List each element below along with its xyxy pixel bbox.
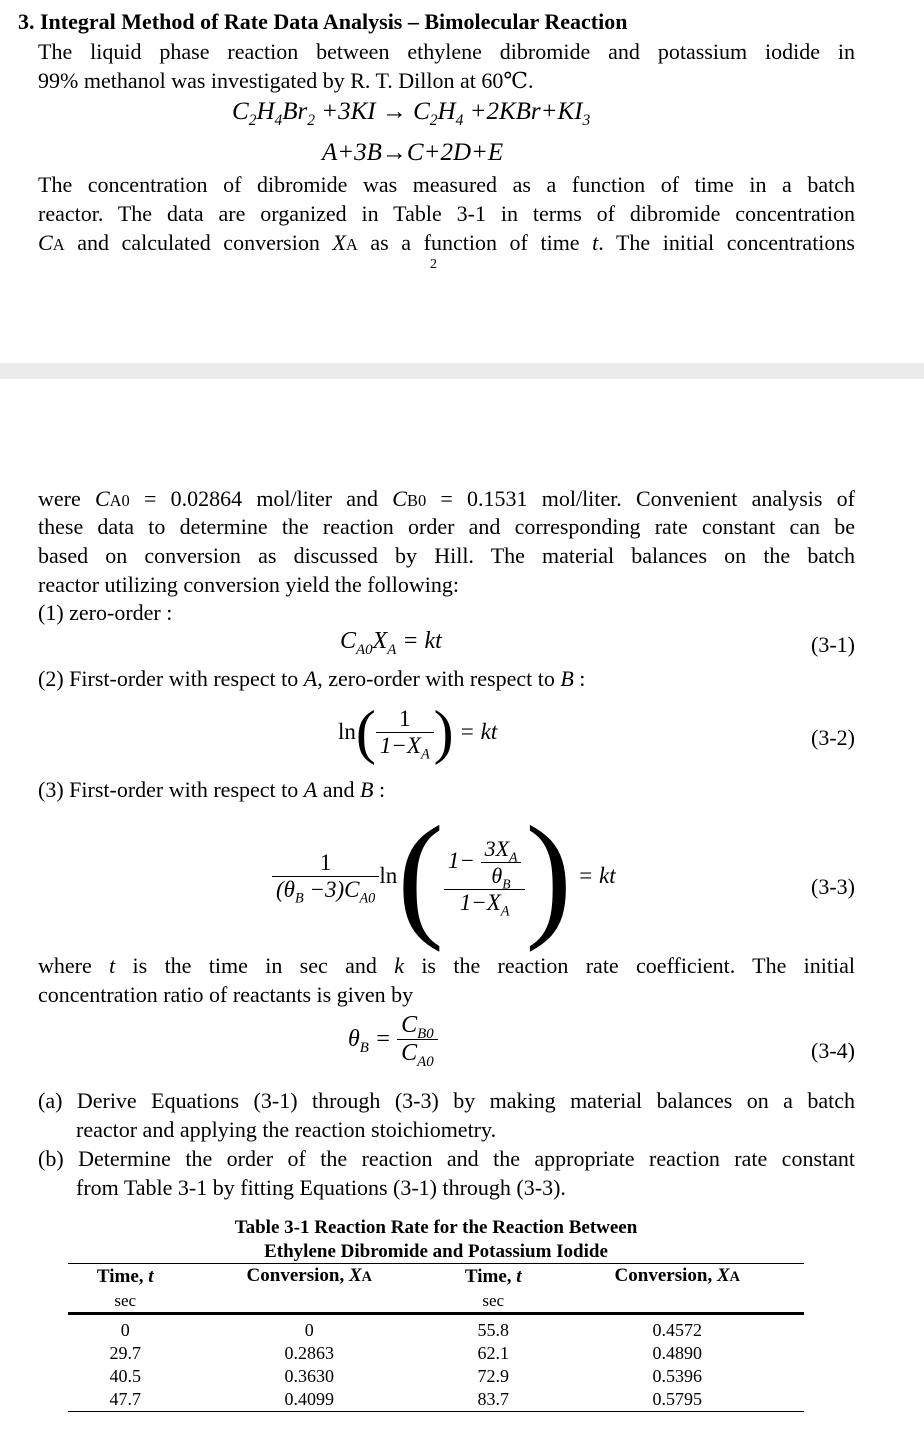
table-row — [68, 1314, 804, 1343]
table-caption: Table 3-1 Reaction Rate for the Reaction Between Ethylene Dibromide and Potassium Iodide — [234, 1217, 638, 1262]
para3-line4: reactor utilizing conversion yield the following: — [38, 572, 459, 597]
eq-number-3-3: (3-3) — [811, 874, 855, 899]
para2-line1: The concentration of dibromide was measured as a function of time in a batch — [38, 172, 855, 197]
question-b-line1: (b) Determine the order of the reaction and the appropriate reaction rate constant — [38, 1146, 855, 1171]
para2-line2: reactor. The data are organized in Table 3-1 in terms of dibromide concentration — [38, 201, 855, 226]
table-cell: 55.8 — [477, 1320, 509, 1340]
para3-line3: based on conversion as discussed by Hill. The material balances on the batch — [38, 543, 855, 568]
table-cell: 83.7 — [477, 1389, 509, 1409]
para2-line3: CA and calculated conversion XA as a function of time t. The initial concentrations — [38, 230, 855, 255]
table-unit — [551, 1289, 805, 1314]
table-row — [68, 1388, 804, 1412]
page-number: 2 — [430, 257, 437, 272]
table-cell: 0.3630 — [284, 1366, 334, 1386]
case3-label: (3) First-order with respect to A and B : — [38, 777, 386, 802]
table-unit: sec — [482, 1291, 505, 1310]
para1-line1: The liquid phase reaction between ethylene dibromide and potassium iodide in — [38, 39, 855, 64]
where-line1: where t is the time in sec and k is the reaction rate coefficient. The initial — [38, 953, 855, 978]
section-title: 3. Integral Method of Rate Data Analysis – Bimolecular Reaction — [18, 9, 628, 34]
data-table — [68, 1263, 804, 1412]
table-cell: 40.5 — [109, 1366, 141, 1386]
eq-number-3-4: (3-4) — [811, 1038, 855, 1063]
table-cell: 0 — [304, 1320, 314, 1340]
eq-number-3-1: (3-1) — [811, 632, 855, 657]
table-cell: 0.4890 — [652, 1343, 702, 1363]
table-cell: 0.4099 — [284, 1389, 334, 1409]
table-cell: 0 — [120, 1320, 130, 1340]
table-cell: 0.4572 — [652, 1320, 702, 1340]
equation-3-3: $\frac{1}{(\theta_B -3)C_{A0}}$ ln( 1− $\frac{3X_A}{\theta_B}$ $1-X_A$ ) = kt — [272, 806, 616, 946]
para1-line2: 99% methanol was investigated by R. T. Dillon at 60℃. — [38, 68, 534, 93]
where-line2: concentration ratio of reactants is given by — [38, 982, 414, 1007]
para3-line1: were CA0 = 0.02864 mol/liter and CB0 = 0.1531 mol/liter. Convenient analysis of — [38, 486, 856, 511]
equation-3-4: $\theta_B$ = $\frac{C_{B0}}{C_{A0}}$ — [348, 1012, 438, 1067]
table-header-conversion-2: Conversion, XA — [614, 1265, 740, 1286]
reaction-equation-chemical: $C_2H_4Br_2 +3KI \to C_2H_4 +2KBr+KI_3$ — [232, 98, 591, 129]
table-header-time-1: Time, t — [96, 1266, 154, 1287]
table-header-time-2: Time, t — [464, 1266, 522, 1287]
para3-line2: these data to determine the reaction order and corresponding rate constant can be — [38, 514, 855, 539]
table-cell: 0.5795 — [652, 1389, 702, 1409]
question-b-line2: from Table 3-1 by fitting Equations (3-1) through (3-3). — [76, 1175, 566, 1200]
question-a-line2: reactor and applying the reaction stoichiometry. — [76, 1117, 497, 1142]
table-cell: 0.5396 — [652, 1366, 702, 1386]
eq-number-3-2: (3-2) — [811, 725, 855, 750]
question-a-line1: (a) Derive Equations (3-1) through (3-3) by making material balances on a batch — [38, 1088, 855, 1113]
case1-label: (1) zero-order : — [38, 600, 173, 625]
table-cell: 0.2863 — [284, 1343, 334, 1363]
table-row — [68, 1365, 804, 1388]
table-unit — [183, 1289, 436, 1314]
table-cell: 62.1 — [477, 1343, 509, 1363]
table-cell: 29.7 — [109, 1343, 141, 1363]
table-unit: sec — [114, 1291, 137, 1310]
table-header-conversion-1: Conversion, XA — [246, 1265, 372, 1286]
page-break — [0, 363, 924, 379]
table-cell: 47.7 — [109, 1389, 141, 1409]
case2-label: (2) First-order with respect to A, zero-order with respect to B : — [38, 666, 586, 691]
equation-3-1: $C_{A0}X_A$ = kt — [340, 628, 442, 658]
reaction-equation-symbolic: A+3B→C+2D+E — [322, 139, 504, 166]
equation-3-2: ln( $\frac{1}{1-X_A}$ ) = kt — [338, 699, 498, 765]
table-row — [68, 1342, 804, 1365]
table-cell: 72.9 — [477, 1366, 509, 1386]
